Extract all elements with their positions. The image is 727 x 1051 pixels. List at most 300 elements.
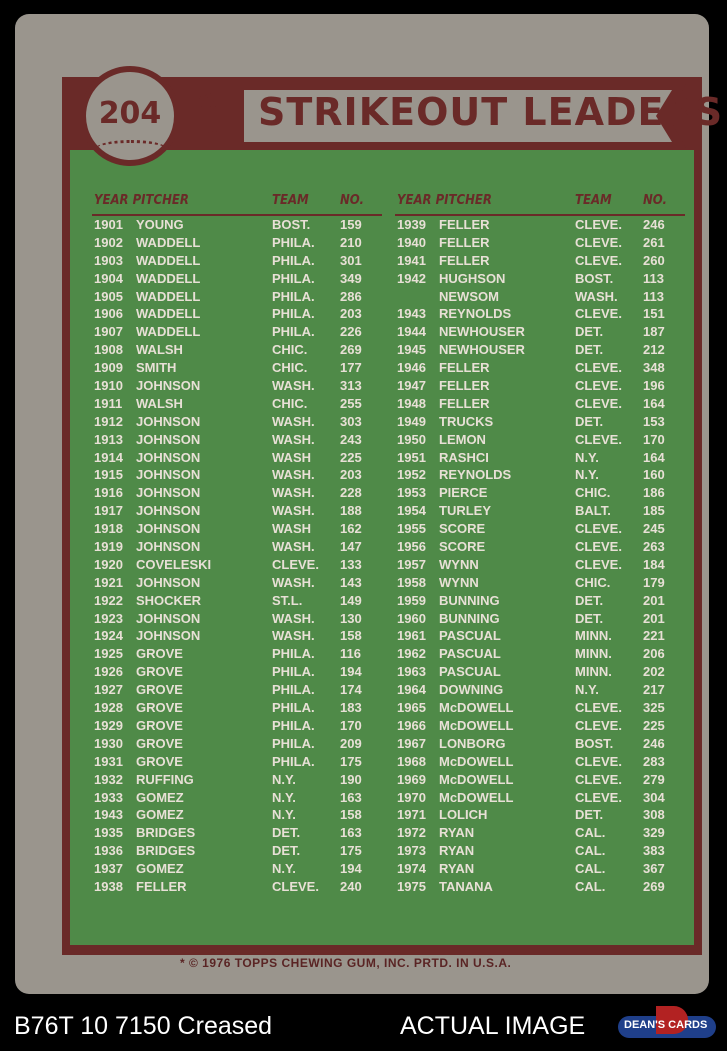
row-team: CLEVE. [575, 753, 622, 769]
table-row [92, 341, 382, 359]
row-year: 1928 [94, 700, 123, 716]
table-row [92, 431, 382, 449]
row-pitcher: JOHNSON [136, 628, 201, 644]
row-strikeouts: 349 [340, 270, 362, 286]
table-row [395, 663, 685, 681]
row-strikeouts: 329 [643, 825, 665, 841]
row-team: CLEVE. [575, 521, 622, 537]
table-row [395, 824, 685, 842]
row-strikeouts: 170 [340, 717, 362, 733]
row-year: 1929 [94, 717, 123, 733]
table-row [92, 627, 382, 645]
row-pitcher: JOHNSON [136, 503, 201, 519]
row-strikeouts: 225 [643, 717, 665, 733]
row-pitcher: McDOWELL [439, 700, 514, 716]
row-pitcher: RYAN [439, 825, 475, 841]
row-strikeouts: 260 [643, 252, 665, 268]
row-year: 1912 [94, 413, 123, 429]
table-row [92, 824, 382, 842]
header-team: TEAM [575, 193, 612, 208]
row-pitcher: WYNN [439, 556, 479, 572]
row-team: DET. [575, 324, 604, 340]
table-row [395, 502, 685, 520]
table-row [395, 359, 685, 377]
row-pitcher: WADDELL [136, 324, 201, 340]
row-strikeouts: 194 [340, 664, 362, 680]
row-year: 1906 [94, 306, 123, 322]
row-strikeouts: 325 [643, 700, 665, 716]
row-year: 1933 [94, 789, 123, 805]
row-strikeouts: 226 [340, 324, 362, 340]
table-row [92, 520, 382, 538]
table-row [395, 305, 685, 323]
row-pitcher: GROVE [136, 753, 183, 769]
table-row [92, 377, 382, 395]
row-year: 1973 [397, 843, 426, 859]
row-pitcher: GROVE [136, 646, 183, 662]
row-strikeouts: 348 [643, 360, 665, 376]
row-team: CLEVE. [575, 234, 622, 250]
row-team: N.Y. [272, 807, 296, 823]
row-team: CLEVE. [575, 395, 622, 411]
table-row [395, 538, 685, 556]
row-team: N.Y. [272, 771, 296, 787]
row-year: 1917 [94, 503, 123, 519]
table-row [395, 627, 685, 645]
row-pitcher: BRIDGES [136, 825, 196, 841]
table-row [395, 878, 685, 896]
row-pitcher: GROVE [136, 664, 183, 680]
row-strikeouts: 313 [340, 378, 362, 394]
table-row [92, 842, 382, 860]
row-pitcher: BRIDGES [136, 843, 196, 859]
row-team: CLEVE. [575, 378, 622, 394]
table-row [92, 806, 382, 824]
row-team: WASH. [575, 288, 618, 304]
row-team: WASH. [272, 485, 315, 501]
row-year: 1914 [94, 449, 123, 465]
row-year: 1923 [94, 610, 123, 626]
row-team: CHIC. [272, 342, 308, 358]
baseball-seam [96, 140, 166, 157]
row-pitcher: FELLER [439, 378, 490, 394]
row-year: 1966 [397, 717, 426, 733]
row-team: PHILA. [272, 252, 315, 268]
row-year: 1938 [94, 878, 123, 894]
row-strikeouts: 188 [340, 503, 362, 519]
row-strikeouts: 240 [340, 878, 362, 894]
row-strikeouts: 201 [643, 610, 665, 626]
table-row [395, 735, 685, 753]
row-year: 1947 [397, 378, 426, 394]
row-strikeouts: 113 [643, 270, 664, 286]
row-strikeouts: 159 [340, 217, 362, 232]
row-team: BOST. [272, 217, 311, 232]
table-row [395, 234, 685, 252]
row-strikeouts: 383 [643, 843, 665, 859]
row-year: 1962 [397, 646, 426, 662]
row-strikeouts: 286 [340, 288, 362, 304]
table-row [92, 610, 382, 628]
row-year: 1931 [94, 753, 123, 769]
row-pitcher: LEMON [439, 431, 486, 447]
row-strikeouts: 221 [643, 628, 665, 644]
row-year: 1958 [397, 574, 426, 590]
row-pitcher: JOHNSON [136, 449, 201, 465]
row-team: WASH [272, 449, 311, 465]
table-row [395, 216, 685, 234]
table-row [92, 699, 382, 717]
row-year: 1968 [397, 753, 426, 769]
row-pitcher: WADDELL [136, 234, 201, 250]
row-strikeouts: 308 [643, 807, 665, 823]
row-strikeouts: 164 [643, 449, 665, 465]
row-strikeouts: 151 [643, 306, 665, 322]
row-year: 1975 [397, 878, 426, 894]
row-pitcher: JOHNSON [136, 485, 201, 501]
row-year: 1925 [94, 646, 123, 662]
row-team: ST.L. [272, 592, 303, 608]
row-pitcher: LONBORG [439, 735, 506, 751]
row-pitcher: LOLICH [439, 807, 488, 823]
header-year-pitcher: YEAR PITCHER [94, 193, 189, 208]
row-year: 1916 [94, 485, 123, 501]
row-pitcher: JOHNSON [136, 413, 201, 429]
header-year-pitcher: YEAR PITCHER [397, 193, 492, 208]
row-strikeouts: 283 [643, 753, 665, 769]
row-team: N.Y. [272, 789, 296, 805]
table-row [92, 288, 382, 306]
league-top: A [195, 85, 217, 115]
table-row [395, 789, 685, 807]
row-strikeouts: 177 [340, 360, 362, 376]
row-year: 1940 [397, 234, 426, 250]
row-pitcher: NEWHOUSER [439, 342, 525, 358]
row-team: N.Y. [575, 682, 599, 698]
table-row [92, 878, 382, 896]
league-label [186, 86, 226, 142]
table-row [92, 645, 382, 663]
row-strikeouts: 243 [340, 431, 362, 447]
row-year: 1952 [397, 467, 426, 483]
row-team: PHILA. [272, 324, 315, 340]
row-pitcher: COVELESKI [136, 556, 212, 572]
row-pitcher: SMITH [136, 360, 177, 376]
row-pitcher: REYNOLDS [439, 306, 512, 322]
row-pitcher: McDOWELL [439, 717, 514, 733]
row-strikeouts: 179 [643, 574, 665, 590]
logo-text: DEAN'S CARDS [624, 1019, 708, 1031]
row-year: 1961 [397, 628, 426, 644]
table-row [92, 305, 382, 323]
row-strikeouts: 162 [340, 521, 362, 537]
row-year: 1972 [397, 825, 426, 841]
row-strikeouts: 263 [643, 539, 665, 555]
row-year: 1927 [94, 682, 123, 698]
table-row [92, 574, 382, 592]
row-strikeouts: 246 [643, 217, 665, 232]
card-title: STRIKEOUT LEADERS [258, 90, 724, 134]
row-year: 1945 [397, 342, 426, 358]
row-team: PHILA. [272, 735, 315, 751]
row-team: CLEVE. [575, 306, 622, 322]
row-team: CLEVE. [575, 217, 622, 232]
row-pitcher: HUGHSON [439, 270, 506, 286]
row-pitcher: WADDELL [136, 306, 201, 322]
row-team: PHILA. [272, 270, 315, 286]
row-pitcher: DOWNING [439, 682, 504, 698]
row-team: CLEVE. [575, 717, 622, 733]
row-strikeouts: 203 [340, 467, 362, 483]
row-year: 1937 [94, 861, 123, 877]
row-team: PHILA. [272, 700, 315, 716]
row-year: 1974 [397, 861, 426, 877]
row-strikeouts: 209 [340, 735, 362, 751]
row-team: CHIC. [272, 360, 308, 376]
table-row [92, 484, 382, 502]
row-year: 1922 [94, 592, 123, 608]
row-team: CLEVE. [575, 771, 622, 787]
row-strikeouts: 190 [340, 771, 362, 787]
row-year: 1951 [397, 449, 426, 465]
row-year: 1919 [94, 539, 123, 555]
row-pitcher: WADDELL [136, 288, 201, 304]
table-row [395, 842, 685, 860]
row-year: 1960 [397, 610, 426, 626]
row-strikeouts: 269 [340, 342, 362, 358]
row-pitcher: FELLER [439, 252, 490, 268]
row-pitcher: FELLER [439, 234, 490, 250]
row-year: 1948 [397, 395, 426, 411]
row-pitcher: McDOWELL [439, 789, 514, 805]
row-pitcher: RYAN [439, 861, 475, 877]
table-row [395, 484, 685, 502]
row-year: 1926 [94, 664, 123, 680]
row-pitcher: JOHNSON [136, 539, 201, 555]
row-strikeouts: 206 [643, 646, 665, 662]
row-pitcher: BUNNING [439, 610, 500, 626]
row-strikeouts: 304 [643, 789, 665, 805]
row-strikeouts: 175 [340, 843, 362, 859]
row-strikeouts: 261 [643, 234, 665, 250]
row-pitcher: JOHNSON [136, 610, 201, 626]
row-strikeouts: 149 [340, 592, 362, 608]
row-team: CAL. [575, 825, 606, 841]
row-year: 1911 [94, 395, 123, 411]
row-year: 1953 [397, 485, 426, 501]
baseball-icon [80, 66, 180, 166]
table-row [92, 538, 382, 556]
row-strikeouts: 116 [340, 646, 361, 662]
row-year: 1967 [397, 735, 426, 751]
row-year: 1903 [94, 252, 123, 268]
row-year: 1935 [94, 825, 123, 841]
row-strikeouts: 183 [340, 700, 362, 716]
listing-grade: B76T 10 7150 Creased [14, 1012, 273, 1040]
row-year: 1963 [397, 664, 426, 680]
row-strikeouts: 130 [340, 610, 362, 626]
row-pitcher: SCORE [439, 521, 486, 537]
row-team: WASH. [272, 431, 315, 447]
row-team: MINN. [575, 664, 612, 680]
row-year: 1939 [397, 217, 426, 232]
row-team: WASH. [272, 574, 315, 590]
table-row [92, 413, 382, 431]
header-no: NO. [340, 193, 364, 208]
row-strikeouts: 158 [340, 628, 362, 644]
row-strikeouts: 212 [643, 342, 665, 358]
row-strikeouts: 170 [643, 431, 665, 447]
header-team: TEAM [272, 193, 309, 208]
table-row [92, 323, 382, 341]
row-strikeouts: 210 [340, 234, 362, 250]
table-row [92, 252, 382, 270]
row-year: 1943 [94, 807, 123, 823]
row-pitcher: GROVE [136, 717, 183, 733]
row-strikeouts: 367 [643, 861, 665, 877]
table-row [395, 288, 685, 306]
row-team: DET. [575, 342, 604, 358]
row-strikeouts: 143 [340, 574, 362, 590]
header-no: NO. [643, 193, 667, 208]
column-header [92, 192, 382, 216]
row-team: BOST. [575, 270, 614, 286]
row-pitcher: TANANA [439, 878, 493, 894]
row-strikeouts: 217 [643, 682, 665, 698]
row-year: 1971 [397, 807, 426, 823]
row-year: 1969 [397, 771, 426, 787]
row-year: 1924 [94, 628, 123, 644]
row-team: MINN. [575, 628, 612, 644]
row-strikeouts: 269 [643, 878, 665, 894]
row-strikeouts: 187 [643, 324, 665, 340]
row-pitcher: FELLER [136, 878, 187, 894]
column-header [395, 192, 685, 216]
copyright-line: * © 1976 TOPPS CHEWING GUM, INC. PRTD. IN U.S.A. [180, 956, 512, 970]
table-row [92, 466, 382, 484]
row-team: N.Y. [272, 861, 296, 877]
row-strikeouts: 186 [643, 485, 665, 501]
row-team: PHILA. [272, 288, 315, 304]
table-row [395, 753, 685, 771]
row-team: PHILA. [272, 306, 315, 322]
table-row [395, 556, 685, 574]
row-strikeouts: 175 [340, 753, 362, 769]
row-team: BOST. [575, 735, 614, 751]
table-row [92, 234, 382, 252]
row-team: DET. [575, 807, 604, 823]
table-row [92, 753, 382, 771]
row-pitcher: NEWHOUSER [439, 324, 525, 340]
row-pitcher: JOHNSON [136, 378, 201, 394]
actual-image-label: ACTUAL IMAGE [400, 1012, 586, 1040]
table-row [92, 502, 382, 520]
table-row [92, 592, 382, 610]
table-row [395, 323, 685, 341]
deans-cards-logo [618, 1006, 716, 1046]
row-pitcher: PIERCE [439, 485, 488, 501]
row-year: 1902 [94, 234, 123, 250]
row-strikeouts: 245 [643, 521, 665, 537]
row-year: 1932 [94, 771, 123, 787]
row-year: 1901 [94, 217, 123, 232]
table-row [395, 413, 685, 431]
row-strikeouts: 153 [643, 413, 665, 429]
row-year: 1941 [397, 252, 426, 268]
row-strikeouts: 147 [340, 539, 362, 555]
table-row [395, 771, 685, 789]
row-strikeouts: 164 [643, 395, 665, 411]
row-pitcher: TRUCKS [439, 413, 494, 429]
row-year: 1909 [94, 360, 123, 376]
row-strikeouts: 255 [340, 395, 362, 411]
table-row [92, 270, 382, 288]
row-year: 1942 [397, 270, 426, 286]
row-pitcher: TURLEY [439, 503, 491, 519]
row-team: CHIC. [575, 574, 611, 590]
row-strikeouts: 158 [340, 807, 362, 823]
table-row [395, 520, 685, 538]
table-row [92, 681, 382, 699]
row-year: 1955 [397, 521, 426, 537]
table-row [92, 395, 382, 413]
row-strikeouts: 196 [643, 378, 665, 394]
row-pitcher: JOHNSON [136, 521, 201, 537]
row-year: 1915 [94, 467, 123, 483]
table-row [395, 449, 685, 467]
row-year: 1959 [397, 592, 426, 608]
table-row [395, 574, 685, 592]
row-pitcher: JOHNSON [136, 574, 201, 590]
row-strikeouts: 203 [340, 306, 362, 322]
row-pitcher: GROVE [136, 682, 183, 698]
leaders-column-left [92, 192, 382, 896]
row-pitcher: GROVE [136, 700, 183, 716]
row-team: BALT. [575, 503, 611, 519]
row-pitcher: GOMEZ [136, 861, 184, 877]
row-pitcher: FELLER [439, 360, 490, 376]
row-strikeouts: 225 [340, 449, 362, 465]
row-strikeouts: 174 [340, 682, 362, 698]
row-pitcher: GOMEZ [136, 807, 184, 823]
row-pitcher: WADDELL [136, 270, 201, 286]
table-row [92, 449, 382, 467]
row-year: 1949 [397, 413, 426, 429]
row-strikeouts: 163 [340, 789, 362, 805]
table-row [395, 466, 685, 484]
row-year: 1913 [94, 431, 123, 447]
table-row [395, 645, 685, 663]
row-team: CAL. [575, 861, 606, 877]
row-team: DET. [272, 843, 301, 859]
row-team: CLEVE. [575, 360, 622, 376]
row-team: CAL. [575, 878, 606, 894]
row-year: 1918 [94, 521, 123, 537]
row-strikeouts: 301 [340, 252, 362, 268]
row-year: 1954 [397, 503, 426, 519]
row-pitcher: RUFFING [136, 771, 194, 787]
row-team: CLEVE. [575, 789, 622, 805]
leaders-column-right [395, 192, 685, 896]
row-strikeouts: 303 [340, 413, 362, 429]
row-team: DET. [575, 610, 604, 626]
row-pitcher: GOMEZ [136, 789, 184, 805]
table-row [92, 771, 382, 789]
row-pitcher: NEWSOM [439, 288, 499, 304]
row-strikeouts: 163 [340, 825, 362, 841]
row-year: 1943 [397, 306, 426, 322]
row-pitcher: BUNNING [439, 592, 500, 608]
